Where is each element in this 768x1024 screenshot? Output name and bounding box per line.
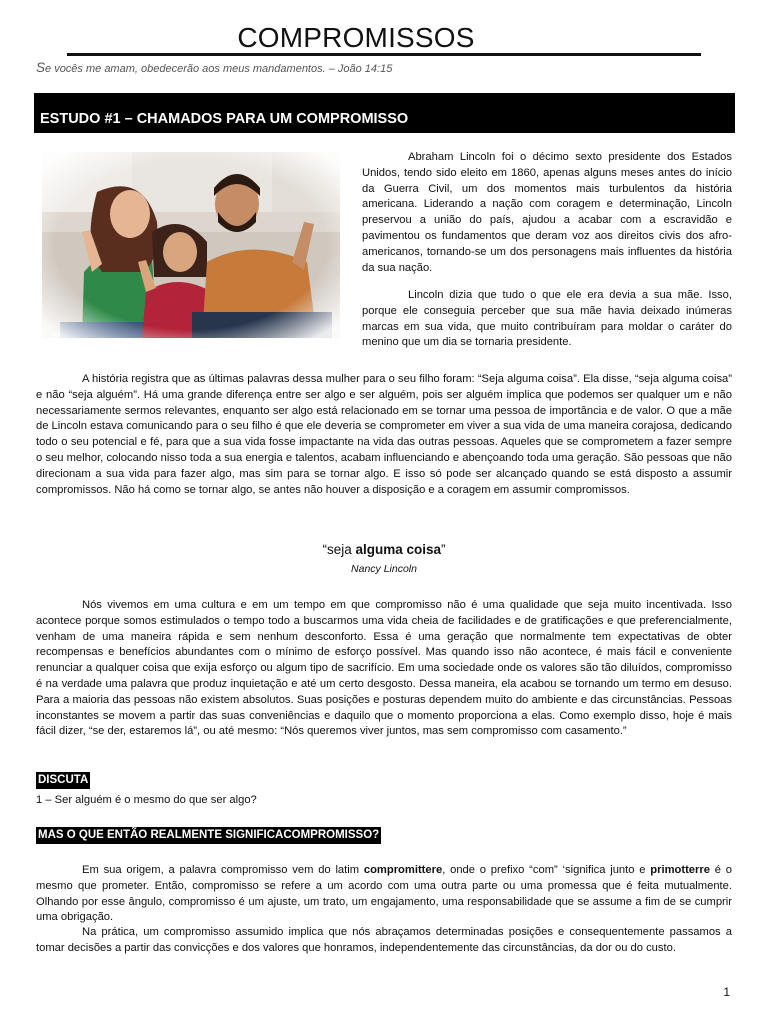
epigraph-initial: S <box>36 60 46 75</box>
body-paragraph-3 <box>36 863 732 926</box>
body-paragraph-4: Na prática, um compromisso assumido implica que nós abraçamos determinadas posições e consequentemente passamos a tomar decisões a partir das convicções e dos valores que honramos, independentemente das circunstâncias, da dor ou do custo. <box>36 926 732 954</box>
epigraph-text: e vocês me amam, obedecerão aos meus mandamentos. – João 14:15 <box>45 63 393 75</box>
side-paragraph-2: Lincoln dizia que tudo o que ele era devia a sua mãe. Isso, porque ele conseguia perceber que sua mãe havia deixado inúmeras marcas em sua vida, que muito contribuíram para moldar o caráter do menino que um dia se tornaria presidente. <box>362 289 732 349</box>
p3-text-2: , onde o prefixo “com” ‘significa junto e <box>442 864 651 876</box>
section-heading: MAS O QUE ENTÃO REALMENTE SIGNIFICACOMPROMISSO? <box>36 827 381 844</box>
page-number: 1 <box>723 985 730 999</box>
p3-latin-word: compromittere <box>363 864 443 876</box>
discuss-question: 1 – Ser alguém é o mesmo do que ser algo? <box>36 794 257 806</box>
quote-close: ” <box>441 542 446 557</box>
quote-bold: alguma coisa <box>355 542 442 557</box>
page-title: COMPROMISSOS <box>237 22 475 53</box>
side-paragraph-1: Abraham Lincoln foi o décimo sexto presidente dos Estados Unidos, tendo sido eleito em 1860, apenas alguns meses antes do início da Guerra Civil, um dos momentos mais turbulentos da história americana. Liderando a nação com coragem e determinação, Lincoln preservou a união do país, ajudou a acabar com a escravidão e pavimentou os fundamentos que deram voz aos direitos civis dos afro-americanos, tornando-se um dos personagens mais influentes da história da sua nação. <box>362 151 732 274</box>
p3-text-1: Em sua origem, a palavra compromisso vem do latim <box>82 864 364 876</box>
discuss-label: DISCUTA <box>36 772 90 789</box>
body-paragraph-1: A história registra que as últimas palavras dessa mulher para o seu filho foram: “Seja alguma coisa”. Ela disse, “seja alguma coisa” e não “seja alguém”. Há uma grande diferença entre ser algo e ser alguém, pois ser alguém implica que podemos ser qualquer um e não necessariamente sermos relevantes, enquanto ser algo está relacionado em se tornar uma pessoa de importância e de valor. O que a mãe de Lincoln estava comunicando para o seu filho é que ele deveria se comprometer em viver a sua vida de uma maneira corajosa, dedicando todo o seu potencial e fé, para que a sua vida fosse impactante na vida das outras pessoas. Aqueles que se comprometem a fazer sempre o seu melhor, colocando nisso toda a sua energia e talentos, acabam influenciando e abençoando toda uma geração. São pessoas que não direcionam a sua vida para fazer algo, mas sim para se tornar algo. E isso só pode ser alcançado quando se está disposto a assumir compromissos. Não há como se tornar algo, se antes não houver a disposição e a coragem em assumir compromissos. <box>36 373 732 496</box>
epigraph <box>36 60 392 75</box>
quote-open: “seja <box>322 542 356 557</box>
p3-text-3: é o mesmo que prometer. Então, compromisso se refere a um acordo com uma outra parte ou uma promessa que é feita mutualmente. Olhando por esse ângulo, compromisso é um ajuste, um trato, um engajamento, uma responsabilidade que se assume a fim de se cumprir uma obrigação. <box>36 864 732 924</box>
family-photo <box>42 152 340 338</box>
body-paragraph-2: Nós vivemos em uma cultura e em um tempo em que compromisso não é uma qualidade que seja muito incentivada. Isso acontece porque somos estimulados o tempo todo a buscarmos uma vida cheia de facilidades e de gratificações e que preferencialmente, venham de uma maneira rápida e sem nenhum desconforto. Essa é uma geração que normalmente tem expectativas de obter recompensas e benefícios abundantes com o mínimo de esforço possível. Mas quando isso não acontece, é mais fácil e conveniente renunciar a qualquer coisa que exija esforço ou algum tipo de sacrifício. Em uma sociedade onde os valores são tão diluídos, compromisso é na verdade uma palavra que produz inquietação e até um certo desgosto. Dessa maneira, ela acabou se tornando um termo em desuso. Para a maioria das pessoas não existem absolutos. Suas posições e posturas dependem muito do ambiente e das circunstâncias. Pessoas inconstantes se movem a partir das suas conveniências e daquilo que o momento proporciona a elas. Como exemplo disso, hoje é mais fácil dizer, “se der, estaremos lá”, ou até mesmo: “Nós queremos viver juntos, mas sem compromisso com casamento.” <box>36 599 732 738</box>
p3-latin-word-2: primotterre <box>650 864 710 876</box>
title-underline <box>67 53 701 56</box>
quote <box>0 542 768 557</box>
quote-author: Nancy Lincoln <box>351 563 417 575</box>
study-banner: ESTUDO #1 – CHAMADOS PARA UM COMPROMISSO <box>34 93 735 133</box>
